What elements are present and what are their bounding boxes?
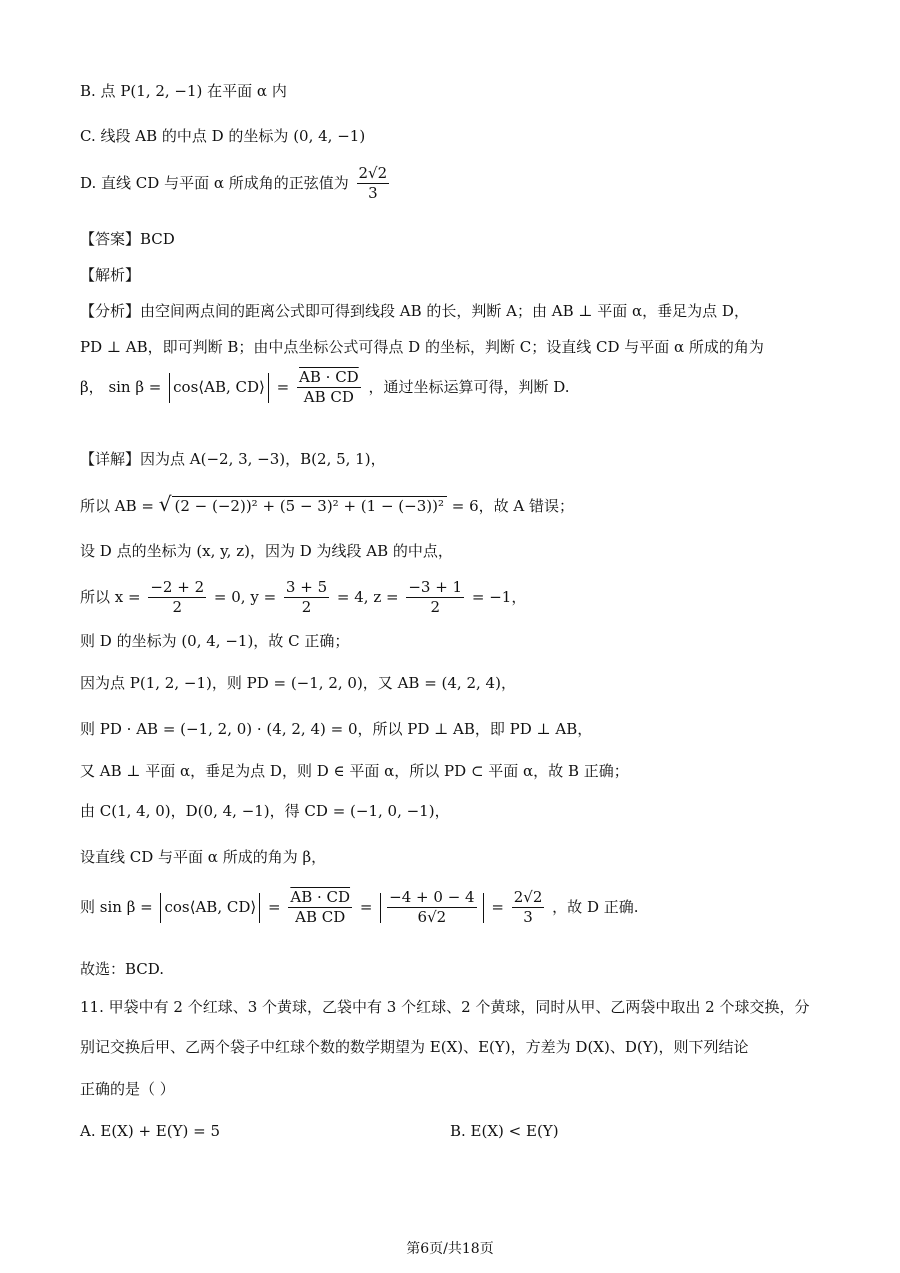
fraction-numerator: 2√2 bbox=[513, 888, 543, 906]
analysis-sin-label: β， sin β = bbox=[80, 378, 162, 396]
abs-bar bbox=[483, 893, 484, 923]
detail-y-label: = 0, y = bbox=[213, 588, 277, 606]
z-fraction bbox=[406, 580, 464, 615]
detail-line-1: 【详解】因为点 A(−2, 3, −3)，B(2, 5, 1)， bbox=[80, 450, 386, 468]
fraction-denominator: 2 bbox=[172, 598, 183, 616]
x-fraction bbox=[148, 580, 206, 615]
detail-line-2 bbox=[80, 494, 574, 514]
detail-x-label: 所以 x = bbox=[80, 588, 141, 606]
equals-sign: = bbox=[491, 898, 504, 916]
abs-bar bbox=[268, 373, 269, 403]
analysis-fraction bbox=[297, 370, 361, 405]
abs-bar bbox=[160, 893, 161, 923]
analysis-heading: 【解析】 bbox=[80, 266, 141, 284]
abs-bar bbox=[259, 893, 260, 923]
fraction-denominator: 3 bbox=[523, 908, 533, 926]
detail-line-9: 由 C(1, 4, 0)，D(0, 4, −1)，得 CD = (−1, 0, −1)， bbox=[80, 802, 450, 820]
detail-line-11-tail: ，故 D 正确. bbox=[552, 898, 639, 916]
option-b: B. 点 P(1, 2, −1) 在平面 α 内 bbox=[80, 82, 287, 100]
result-fraction bbox=[512, 890, 545, 925]
detail-line-5: 则 D 的坐标为 (0, 4, −1)，故 C 正确； bbox=[80, 632, 350, 650]
detail-line-3: 设 D 点的坐标为 (x, y, z)，因为 D 为线段 AB 的中点， bbox=[80, 542, 453, 560]
cos-expression: cos⟨AB, CD⟩ bbox=[173, 378, 265, 396]
detail-line-10: 设直线 CD 与平面 α 所成的角为 β， bbox=[80, 848, 327, 866]
abs-bar bbox=[380, 893, 381, 923]
option-d-text: D. 直线 CD 与平面 α 所成角的正弦值为 bbox=[80, 174, 349, 192]
question-11-line-2: 别记交换后甲、乙两个袋子中红球个数的数学期望为 E(X)、E(Y)，方差为 D(X)、D(Y)，则下列结论 bbox=[80, 1038, 749, 1056]
fraction-denominator: 2 bbox=[430, 598, 440, 616]
option-d bbox=[80, 166, 392, 201]
answer-line: 【答案】BCD bbox=[80, 230, 175, 248]
detail-line-8: 又 AB ⊥ 平面 α，垂足为点 D，则 D ∈ 平面 α，所以 PD ⊂ 平面 α，故 B 正确； bbox=[80, 762, 629, 780]
fraction-numerator: −3 + 1 bbox=[408, 578, 463, 596]
question-11-line-1: 11. 甲袋中有 2 个红球、3 个黄球，乙袋中有 3 个红球、2 个黄球，同时从甲、乙两袋中取出 2 个球交换，分 bbox=[80, 998, 810, 1016]
abs-bar bbox=[169, 373, 170, 403]
detail-line-2-tail: = 6，故 A 错误； bbox=[451, 497, 575, 515]
sqrt-icon: √ bbox=[158, 492, 172, 516]
detail-z-label: = 4, z = bbox=[336, 588, 399, 606]
detail-sin-label: 则 sin β = bbox=[80, 898, 153, 916]
radicand: (2 − (−2))² + (5 − 3)² + (1 − (−3))² bbox=[172, 496, 447, 514]
fraction-numerator: AB · CD bbox=[299, 368, 359, 386]
page-footer: 第6页/共18页 bbox=[406, 1241, 494, 1257]
question-11-option-a: A. E(X) + E(Y) = 5 bbox=[80, 1122, 221, 1140]
fraction-denominator: 3 bbox=[368, 184, 378, 202]
detail-line-6: 因为点 P(1, 2, −1)，则 PD = (−1, 2, 0)，又 AB = (4, 2, 4)， bbox=[80, 674, 516, 692]
fraction-denominator: AB CD bbox=[295, 908, 346, 926]
fraction-denominator: AB CD bbox=[303, 388, 354, 406]
fraction-numerator: 3 + 5 bbox=[285, 578, 328, 596]
detail-line-11 bbox=[80, 890, 639, 925]
fraction-denominator: 2 bbox=[301, 598, 312, 616]
analysis-line-3-tail: ，通过坐标运算可得，判断 D. bbox=[368, 378, 570, 396]
detail-line-4 bbox=[80, 580, 526, 615]
equals-sign: = bbox=[268, 898, 281, 916]
analysis-line-3 bbox=[80, 370, 570, 405]
detail-line-7: 则 PD · AB = (−1, 2, 0) · (4, 2, 4) = 0，所以 PD ⊥ AB，即 PD ⊥ AB， bbox=[80, 720, 593, 738]
analysis-line-1: 【分析】由空间两点间的距离公式即可得到线段 AB 的长，判断 A；由 AB ⊥ 平面 α，垂足为点 D， bbox=[80, 302, 749, 320]
fraction-denominator: 6√2 bbox=[417, 908, 447, 926]
fraction-numerator: AB · CD bbox=[290, 888, 351, 906]
cos-expression: cos⟨AB, CD⟩ bbox=[164, 898, 257, 916]
choose-line: 故选：BCD. bbox=[80, 960, 165, 978]
detail-ab-label: 所以 AB = bbox=[80, 497, 154, 515]
option-d-fraction bbox=[357, 166, 390, 201]
question-11-option-b: B. E(X) < E(Y) bbox=[450, 1122, 559, 1140]
equals-sign: = bbox=[276, 378, 290, 396]
vector-fraction bbox=[288, 890, 352, 925]
y-fraction bbox=[284, 580, 329, 615]
option-c: C. 线段 AB 的中点 D 的坐标为 (0, 4, −1) bbox=[80, 127, 366, 145]
fraction-numerator: −4 + 0 − 4 bbox=[389, 888, 475, 906]
fraction-numerator: −2 + 2 bbox=[150, 578, 205, 596]
equals-sign: = bbox=[359, 898, 373, 916]
detail-line-4-tail: = −1， bbox=[471, 588, 527, 606]
analysis-line-2: PD ⊥ AB，即可判断 B；由中点坐标公式可得点 D 的坐标，判断 C；设直线 CD 与平面 α 所成的角为 bbox=[80, 338, 764, 356]
numeric-fraction bbox=[387, 890, 476, 925]
question-11-line-3: 正确的是（ ） bbox=[80, 1080, 175, 1098]
fraction-numerator: 2√2 bbox=[358, 164, 388, 182]
